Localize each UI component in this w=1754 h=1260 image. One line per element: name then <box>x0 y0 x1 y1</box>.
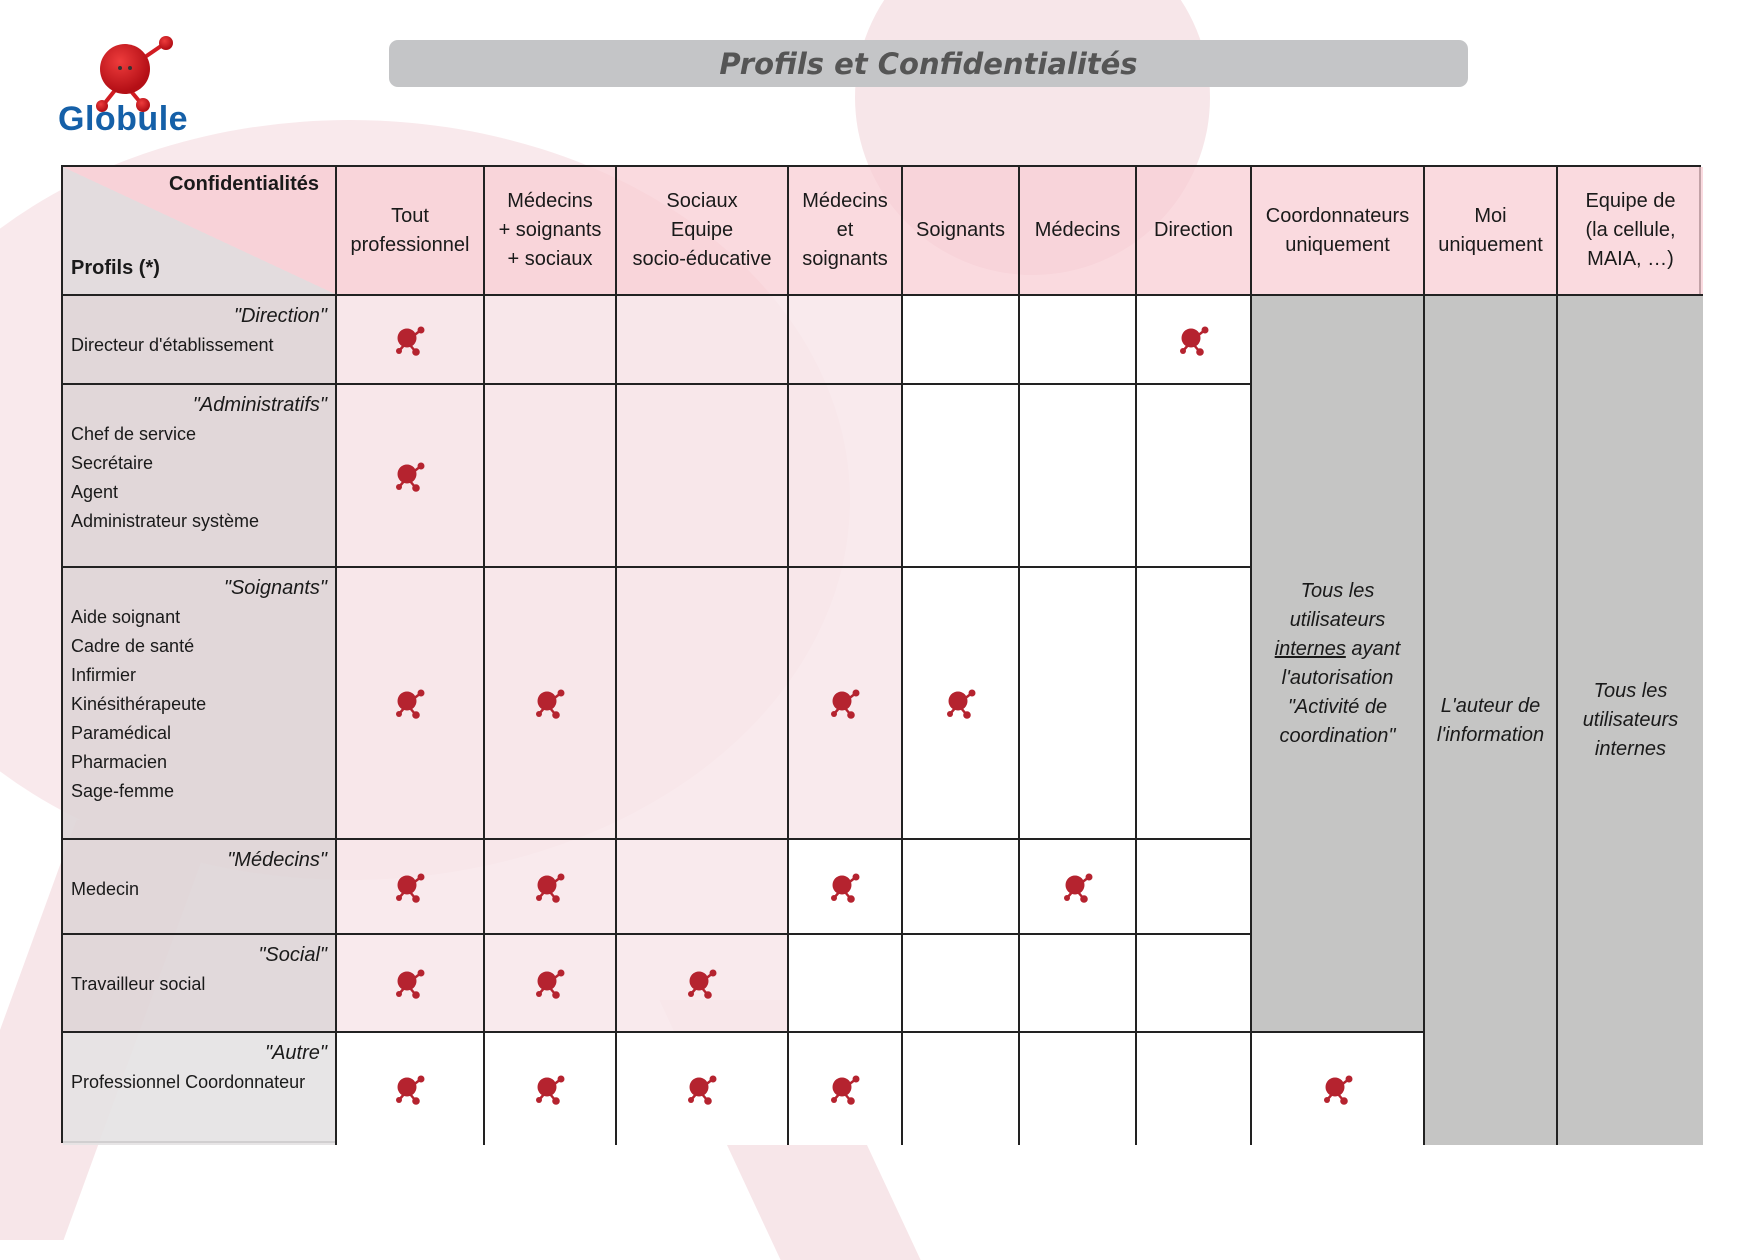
profile-group-cell <box>63 840 337 935</box>
access-cell <box>903 296 1020 385</box>
access-cell <box>485 568 617 840</box>
profile-item: Chef de service <box>71 424 197 444</box>
access-cell <box>1020 1033 1137 1145</box>
access-cell <box>1020 385 1137 568</box>
access-cell <box>903 1033 1020 1145</box>
access-cell <box>485 935 617 1033</box>
globule-check-icon <box>393 967 427 999</box>
profile-item: Pharmacien <box>71 752 168 772</box>
globule-check-icon <box>533 1073 567 1105</box>
column-header: Médecins et soignants <box>789 167 903 296</box>
access-cell <box>1020 296 1137 385</box>
profile-item: Sage-femme <box>71 781 175 801</box>
equipe-merged-cell: Tous les utilisateurs internes <box>1558 296 1703 1145</box>
profiles-confidentiality-table <box>61 165 1701 1143</box>
column-header: Moi uniquement <box>1425 167 1558 296</box>
globule-check-icon <box>1061 871 1095 903</box>
profile-item: Cadre de santé <box>71 636 195 656</box>
access-cell <box>617 935 789 1033</box>
globule-check-icon <box>685 967 719 999</box>
profile-group-name: "Social" <box>258 944 327 966</box>
globule-check-icon <box>393 460 427 492</box>
profile-item: Medecin <box>71 879 140 899</box>
profile-item: Agent <box>71 482 119 502</box>
access-cell <box>789 296 903 385</box>
globule-check-icon <box>393 871 427 903</box>
column-header: Sociaux Equipe socio-éducative <box>617 167 789 296</box>
access-cell <box>789 385 903 568</box>
column-header: Médecins <box>1020 167 1137 296</box>
globule-check-icon <box>393 324 427 356</box>
access-cell <box>337 296 485 385</box>
profile-item: Administrateur système <box>71 511 260 531</box>
globule-check-icon <box>828 687 862 719</box>
logo-text: Globule <box>58 100 189 138</box>
globule-check-icon <box>828 1073 862 1105</box>
profile-group-name: "Direction" <box>233 305 327 327</box>
access-cell <box>485 840 617 935</box>
access-cell <box>1137 296 1252 385</box>
access-cell <box>1020 568 1137 840</box>
access-cell <box>903 840 1020 935</box>
access-cell <box>617 840 789 935</box>
profile-item: Travailleur social <box>71 974 206 994</box>
page-title: Profils et Confidentialités <box>719 46 1138 81</box>
access-cell <box>485 296 617 385</box>
globule-check-icon <box>944 687 978 719</box>
access-cell <box>617 296 789 385</box>
access-cell <box>485 385 617 568</box>
column-header: Soignants <box>903 167 1020 296</box>
column-header: Tout professionnel <box>337 167 485 296</box>
access-cell <box>337 1033 485 1145</box>
access-cell <box>617 568 789 840</box>
access-cell <box>903 385 1020 568</box>
table-corner-header <box>63 167 337 296</box>
column-header: Direction <box>1137 167 1252 296</box>
column-header: Coordonnateurs uniquement <box>1252 167 1425 296</box>
access-cell <box>1137 840 1252 935</box>
access-cell <box>617 385 789 568</box>
access-cell <box>1020 840 1137 935</box>
access-cell <box>789 1033 903 1145</box>
globule-check-icon <box>1177 324 1211 356</box>
access-cell <box>1137 385 1252 568</box>
profile-item: Professionnel Coordonnateur <box>71 1072 306 1092</box>
globule-check-icon <box>393 687 427 719</box>
access-cell <box>903 935 1020 1033</box>
coordonnateurs-merged-cell <box>1252 296 1425 1033</box>
coordonnateurs-description: Tous les utilisateurs internes ayant l'autorisation "Activité de coordination" <box>1274 579 1401 747</box>
access-cell <box>337 385 485 568</box>
access-cell <box>789 935 903 1033</box>
access-cell <box>789 568 903 840</box>
access-cell <box>617 1033 789 1145</box>
access-cell <box>1137 935 1252 1033</box>
globule-check-icon <box>533 687 567 719</box>
title-bar <box>389 40 1468 87</box>
profile-item: Infirmier <box>71 665 137 685</box>
globule-check-icon <box>1321 1073 1355 1105</box>
globule-logo <box>58 34 198 140</box>
underlined-internes: internes <box>1274 637 1346 660</box>
globule-check-icon <box>533 871 567 903</box>
access-cell <box>1020 935 1137 1033</box>
profile-group-name: "Administratifs" <box>192 394 327 416</box>
profile-item: Directeur d'établissement <box>71 335 274 355</box>
globule-check-icon <box>393 1073 427 1105</box>
access-cell-coordonnateurs <box>1252 1033 1425 1145</box>
access-cell <box>485 1033 617 1145</box>
profile-item: Secrétaire <box>71 453 154 473</box>
access-cell <box>1137 568 1252 840</box>
profile-group-cell <box>63 385 337 568</box>
globule-check-icon <box>533 967 567 999</box>
access-cell <box>789 840 903 935</box>
access-cell <box>337 568 485 840</box>
globule-check-icon <box>828 871 862 903</box>
profile-group-name: "Médecins" <box>227 849 327 871</box>
profils-label: Profils (*) <box>71 257 160 279</box>
column-header: Equipe de (la cellule, MAIA, …) <box>1558 167 1703 296</box>
profile-item: Aide soignant <box>71 607 181 627</box>
profile-group-cell <box>63 1033 337 1145</box>
profile-group-cell <box>63 296 337 385</box>
globule-check-icon <box>685 1073 719 1105</box>
profile-item: Kinésithérapeute <box>71 694 207 714</box>
column-header: Médecins + soignants + sociaux <box>485 167 617 296</box>
access-cell <box>337 935 485 1033</box>
access-cell <box>337 840 485 935</box>
access-cell <box>903 568 1020 840</box>
profile-group-cell <box>63 568 337 840</box>
access-cell <box>1137 1033 1252 1145</box>
profile-item: Paramédical <box>71 723 172 743</box>
profile-group-cell <box>63 935 337 1033</box>
confidentialites-label: Confidentialités <box>168 173 319 195</box>
profile-group-name: "Soignants" <box>223 577 327 599</box>
moi-merged-cell: L'auteur de l'information <box>1425 296 1558 1145</box>
profile-group-name: "Autre" <box>264 1042 327 1064</box>
